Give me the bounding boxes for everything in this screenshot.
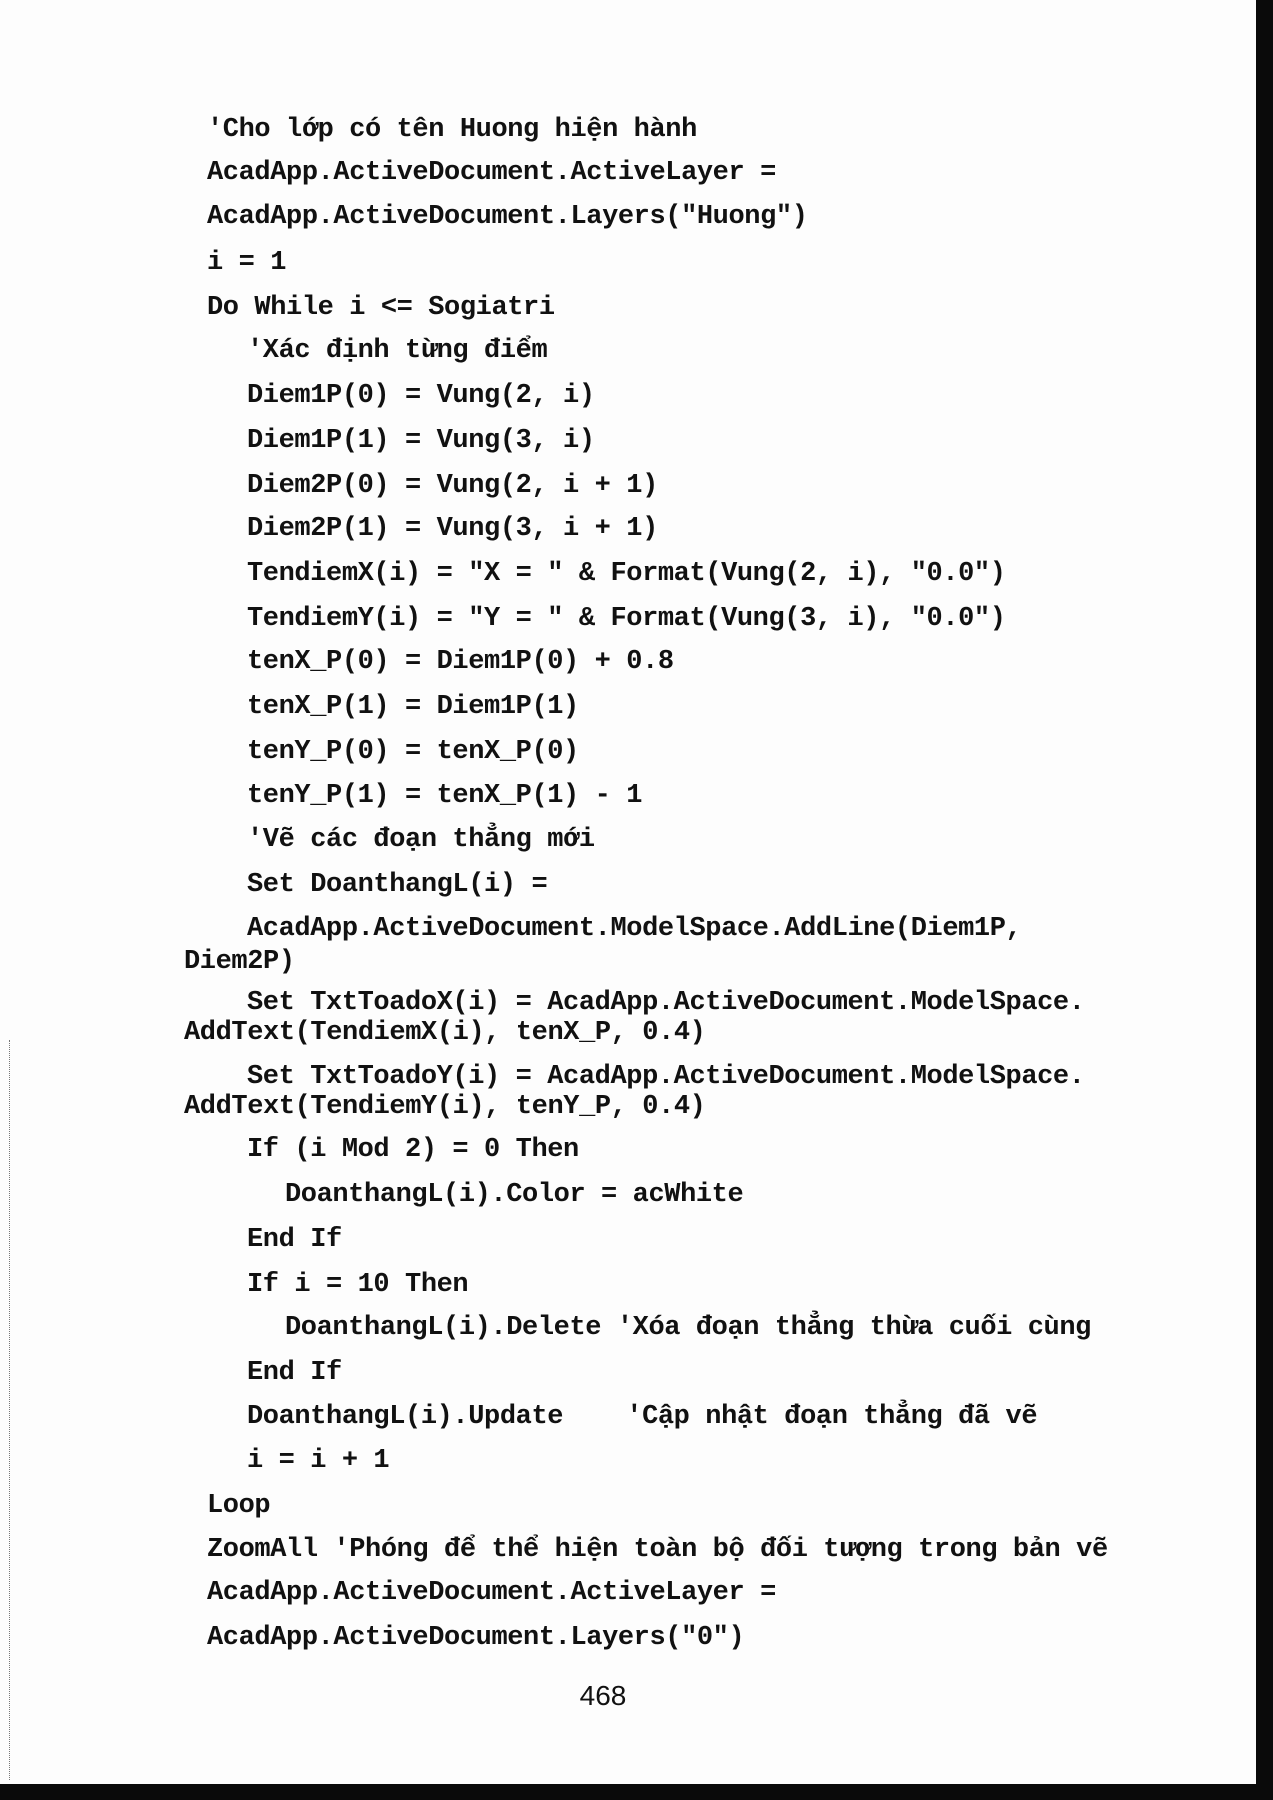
code-line: tenX_P(1) = Diem1P(1) — [247, 692, 579, 722]
code-line: tenY_P(0) = tenX_P(0) — [247, 737, 579, 767]
code-line: DoanthangL(i).Delete 'Xóa đoạn thẳng thừa cuối cùng — [285, 1313, 1091, 1343]
code-line: TendiemX(i) = "X = " & Format(Vung(2, i), "0.0") — [247, 559, 1006, 589]
code-line: AcadApp.ActiveDocument.Layers("Huong") — [207, 202, 808, 232]
code-line: Diem2P(1) = Vung(3, i + 1) — [247, 514, 658, 544]
code-line: DoanthangL(i).Color = acWhite — [285, 1180, 744, 1210]
scan-border-right — [1256, 0, 1273, 1800]
code-line: Do While i <= Sogiatri — [207, 293, 555, 323]
code-line: AcadApp.ActiveDocument.ActiveLayer = — [207, 158, 776, 188]
code-line: AcadApp.ActiveDocument.ActiveLayer = — [207, 1578, 776, 1608]
code-line: i = i + 1 — [247, 1446, 390, 1476]
code-line: tenY_P(1) = tenX_P(1) - 1 — [247, 781, 643, 811]
code-line: ZoomAll 'Phóng để thể hiện toàn bộ đối tượng trong bản vẽ — [207, 1535, 1108, 1565]
code-line: If i = 10 Then — [247, 1270, 469, 1300]
code-line: AddText(TendiemY(i), tenY_P, 0.4) — [184, 1092, 706, 1122]
code-line: TendiemY(i) = "Y = " & Format(Vung(3, i), "0.0") — [247, 604, 1006, 634]
code-line: Diem1P(1) = Vung(3, i) — [247, 426, 595, 456]
code-line: 'Xác định từng điểm — [247, 336, 548, 366]
code-line: Set TxtToadoY(i) = AcadApp.ActiveDocument.ModelSpace. — [247, 1062, 1085, 1092]
code-line: AcadApp.ActiveDocument.ModelSpace.AddLine(Diem1P, — [247, 914, 1022, 944]
code-line: End If — [247, 1225, 342, 1255]
code-line: Diem2P) — [184, 947, 295, 977]
code-line: AcadApp.ActiveDocument.Layers("0") — [207, 1623, 745, 1653]
code-line: If (i Mod 2) = 0 Then — [247, 1135, 579, 1165]
code-line: Loop — [207, 1491, 271, 1521]
code-line: 'Vẽ các đoạn thẳng mới — [247, 825, 595, 855]
code-line: Diem2P(0) = Vung(2, i + 1) — [247, 471, 658, 501]
code-line: Set TxtToadoX(i) = AcadApp.ActiveDocument.ModelSpace. — [247, 988, 1085, 1018]
code-line: Diem1P(0) = Vung(2, i) — [247, 381, 595, 411]
code-line: AddText(TendiemX(i), tenX_P, 0.4) — [184, 1018, 706, 1048]
code-line: End If — [247, 1358, 342, 1388]
scan-margin-line — [9, 1040, 10, 1780]
code-line: Set DoanthangL(i) = — [247, 870, 548, 900]
scan-border-bottom — [0, 1784, 1273, 1800]
code-line: i = 1 — [207, 248, 287, 278]
page-number: 468 — [579, 1680, 627, 1711]
code-line: 'Cho lớp có tên Huong hiện hành — [207, 115, 697, 145]
code-line: tenX_P(0) = Diem1P(0) + 0.8 — [247, 647, 674, 677]
code-line: DoanthangL(i).Update 'Cập nhật đoạn thẳng đã vẽ — [247, 1402, 1038, 1432]
